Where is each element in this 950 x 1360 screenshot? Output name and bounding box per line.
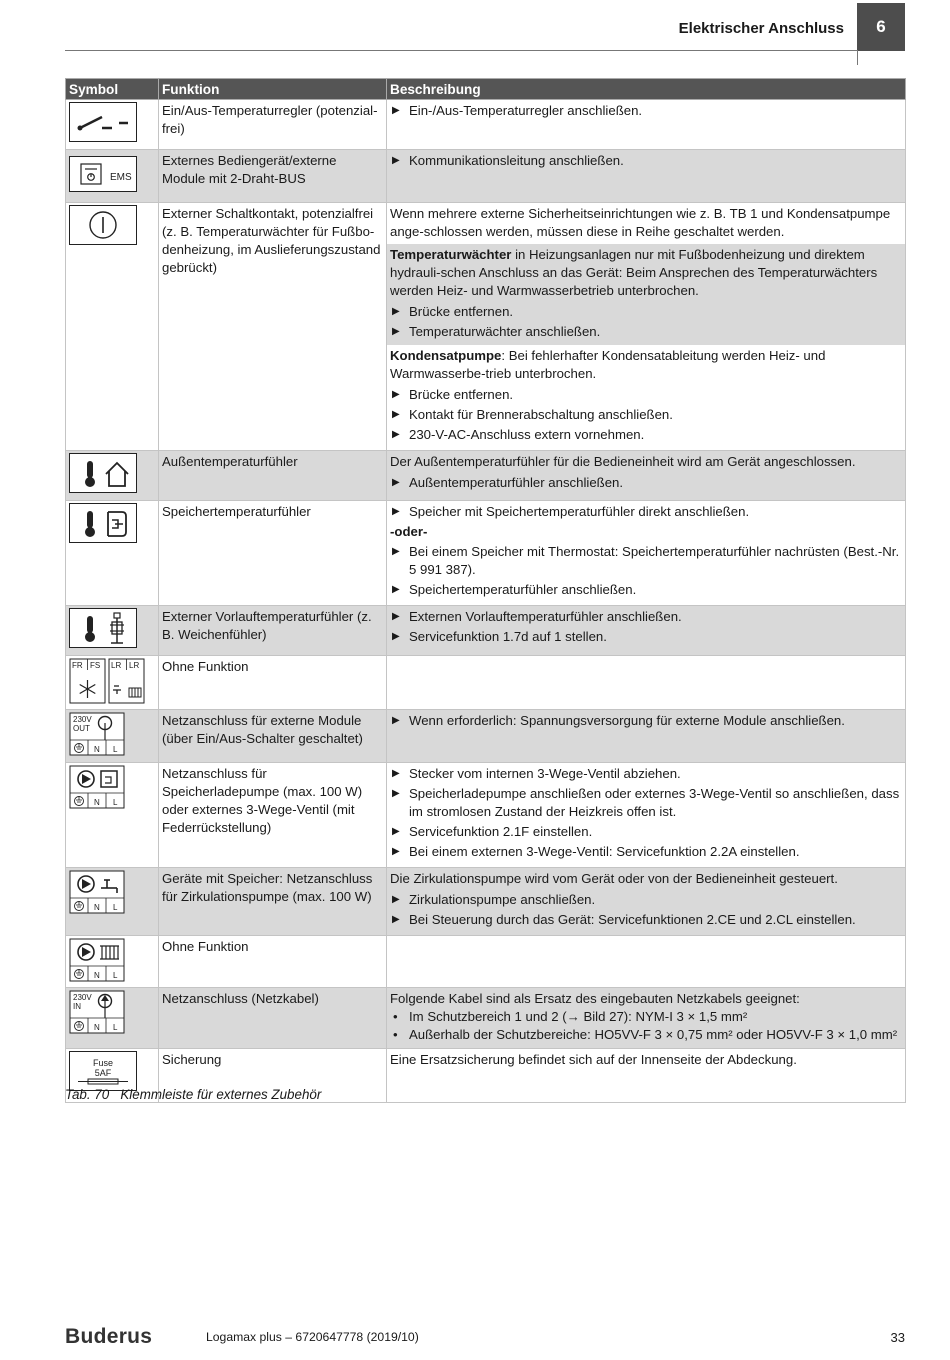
terminal-n-label: N (94, 971, 100, 980)
symbol-cell (66, 656, 159, 710)
table-row (66, 656, 906, 710)
action-item: ▶ Externen Vorlauftemperaturfühler anschließen. (390, 608, 902, 626)
symbol-cell (66, 936, 159, 988)
symbol-cell (66, 868, 159, 936)
description-text: Die Zirkulationspumpe wird vom Gerät oder von der Bedieneinheit gesteuert. (390, 871, 838, 886)
cylinder-sensor-icon (69, 503, 137, 543)
terminal-l-label: L (113, 971, 118, 980)
action-item: ▶ Speichertemperaturfühler anschließen. (390, 581, 902, 599)
header-rule (65, 50, 857, 51)
brand-logo: Buderus (65, 1325, 153, 1348)
terminal-l-label: L (113, 1023, 118, 1032)
beschreibung-cell (387, 451, 906, 501)
ems-controller-icon (69, 156, 137, 192)
beschreibung-cell (387, 763, 906, 868)
terminal-n-label: N (94, 1023, 100, 1032)
funktion-cell: Netzanschluss für Speicherladepumpe (max. 100 W) oder externes 3-Wege-Ventil (mit Federrückstellung) (159, 763, 387, 868)
beschreibung-cell (387, 606, 906, 656)
funktion-cell: Speichertemperaturfühler (159, 501, 387, 606)
chapter-number: 6 (857, 3, 905, 51)
beschreibung-cell (387, 710, 906, 763)
action-item: ▶ Stecker vom internen 3-Wege-Ventil abziehen. (390, 765, 902, 783)
description-text: Folgende Kabel sind als Ersatz des eingebauten Netzkabels geeignet: (390, 991, 800, 1006)
symbol-cell (66, 606, 159, 656)
beschreibung-cell (387, 868, 906, 936)
direction-label: IN (73, 1002, 81, 1011)
funktion-cell: Sicherung (159, 1049, 387, 1103)
beschreibung-cell (387, 100, 906, 150)
direction-label: OUT (73, 724, 90, 733)
funktion-cell: Ohne Funktion (159, 656, 387, 710)
table-row (66, 150, 906, 203)
power-in-icon (69, 990, 125, 1034)
terminal-n-label: N (94, 798, 100, 807)
table-row (66, 710, 906, 763)
bullet-item: • Außerhalb der Schutzbereiche: HO5VV-F 3 × 0,75 mm² oder HO5VV-F 3 × 1,0 mm² (390, 1026, 902, 1044)
table-row (66, 606, 906, 656)
terminal-l-label: L (113, 798, 118, 807)
description-text: Der Außentemperaturfühler für die Bedieneinheit wird am Gerät angeschlossen. (390, 454, 856, 469)
beschreibung-cell (387, 203, 906, 451)
beschreibung-cell: Eine Ersatzsicherung befindet sich auf der Innenseite der Abdeckung. (387, 1049, 906, 1103)
terminal-label: LR (129, 661, 140, 670)
action-item: ▶ Servicefunktion 2.1F einstellen. (390, 823, 902, 841)
action-item: ▶ Bei Steuerung durch das Gerät: Servicefunktionen 2.CE und 2.CL einstellen. (390, 911, 902, 929)
action-item: ▶ Zirkulationspumpe anschließen. (390, 891, 902, 909)
action-item: ▶ Temperaturwächter anschließen. (390, 323, 902, 341)
funktion-cell: Externer Schaltkontakt, potenzialfrei (z. B. Temperaturwächter für Fußbo-denheizung, im Auslieferungszustand gebrückt) (159, 203, 387, 451)
action-item: ▶ Kontakt für Brennerabschaltung anschließen. (390, 406, 902, 424)
col-header-beschreibung: Beschreibung (387, 79, 906, 100)
term-bold: Temperaturwächter (390, 247, 512, 262)
col-header-funktion: Funktion (159, 79, 387, 100)
beschreibung-cell (387, 150, 906, 203)
description-text: in Heizungsanlagen nur mit Fußbodenheizung und direktem hydrauli-schen Anschluss an das Gerät: Beim Ansprechen des Temperaturwächters werden Heiz- und Warmwasserbetrieb unterbrochen. (390, 247, 878, 298)
action-item: ▶ Kommunikationsleitung anschließen. (390, 152, 902, 170)
funktion-cell: Externes Bediengerät/externe Module mit 2-Draht-BUS (159, 150, 387, 203)
outdoor-sensor-icon (69, 453, 137, 493)
term-bold: Kondensatpumpe (390, 348, 502, 363)
symbol-cell (66, 501, 159, 606)
terminal-l-label: L (113, 745, 118, 754)
power-out-icon (69, 712, 125, 756)
frost-terminal-icon (69, 658, 145, 704)
table-row (66, 451, 906, 501)
beschreibung-cell (387, 501, 906, 606)
pump-valve-icon (69, 765, 125, 809)
action-item: ▶ Brücke entfernen. (390, 386, 902, 404)
beschreibung-cell (387, 656, 906, 710)
document-reference: Logamax plus – 6720647778 (2019/10) (206, 1330, 419, 1344)
action-item: ▶ Ein-/Aus-Temperaturregler anschließen. (390, 102, 902, 120)
description-text: : Bei fehlerhafter Kondensatableitung werden Heiz- und Warmwasserbe-trieb unterbrochen. (390, 348, 826, 381)
caption-number: Tab. 70 (65, 1087, 110, 1102)
action-item: ▶ Brücke entfernen. (390, 303, 902, 321)
table-header-row (66, 79, 906, 100)
terminal-label: FS (90, 661, 101, 670)
circulation-pump-icon (69, 870, 125, 914)
symbol-cell (66, 150, 159, 203)
action-item: ▶ Bei einem Speicher mit Thermostat: Speichertemperaturfühler nachrüsten (Best.-Nr. 5 991 387). (390, 543, 902, 579)
symbol-cell (66, 710, 159, 763)
funktion-cell: Externer Vorlauftemperaturfühler (z. B. Weichenfühler) (159, 606, 387, 656)
terminal-l-label: L (113, 903, 118, 912)
table-row (66, 203, 906, 451)
terminal-label: FR (72, 661, 83, 670)
fuse-rating: 5AF (94, 1068, 112, 1078)
page-number: 33 (890, 1330, 905, 1345)
funktion-cell: Außentemperaturfühler (159, 451, 387, 501)
symbol-cell (66, 451, 159, 501)
action-item: ▶ Außentemperaturfühler anschließen. (390, 474, 902, 492)
flow-sensor-icon (69, 608, 137, 648)
action-item: ▶ Wenn erforderlich: Spannungsversorgung für externe Module anschließen. (390, 712, 902, 730)
table-caption (65, 1087, 321, 1102)
condensate-pump-block (387, 345, 905, 448)
action-item: ▶ Speicherladepumpe anschließen oder externes 3-Wege-Ventil so anschließen, dass im stromlosen Zustand der Heizkreis offen ist. (390, 785, 902, 821)
action-item: ▶ Servicefunktion 1.7d auf 1 stellen. (390, 628, 902, 646)
or-separator: -oder- (390, 524, 428, 539)
beschreibung-cell (387, 936, 906, 988)
header-rule-tick (857, 50, 858, 65)
voltage-label: 230V (73, 993, 92, 1002)
table-row (66, 868, 906, 936)
funktion-cell: Netzanschluss für externe Module (über Ein/Aus-Schalter geschaltet) (159, 710, 387, 763)
symbol-cell (66, 203, 159, 451)
fuse-label: Fuse (92, 1058, 114, 1068)
symbol-cell (66, 763, 159, 868)
table-row (66, 100, 906, 150)
bullet-item: • Im Schutzbereich 1 und 2 (→ Bild 27): NYM-I 3 × 1,5 mm² (390, 1008, 902, 1026)
symbol-cell (66, 100, 159, 150)
action-item: ▶ Bei einem externen 3-Wege-Ventil: Servicefunktion 2.2A einstellen. (390, 843, 902, 861)
table-row (66, 763, 906, 868)
table-row (66, 501, 906, 606)
beschreibung-cell (387, 988, 906, 1049)
temperature-guard-block (387, 244, 905, 345)
description-text: Wenn mehrere externe Sicherheitseinrichtungen wie z. B. TB 1 und Kondensatpumpe ange-schlossen werden, müssen diese in Reihe geschaltet werden. (390, 206, 891, 239)
ems-label: EMS (110, 172, 132, 183)
funktion-cell: Ein/Aus-Temperaturregler (potenzial-frei) (159, 100, 387, 150)
funktion-cell: Ohne Funktion (159, 936, 387, 988)
symbol-cell (66, 988, 159, 1049)
fuse-icon (69, 1051, 137, 1091)
caption-text: Klemmleiste für externes Zubehör (120, 1087, 322, 1102)
voltage-label: 230V (73, 715, 92, 724)
safety-contact-icon (69, 205, 137, 245)
terminal-table (65, 78, 906, 1103)
heating-pump-icon (69, 938, 125, 982)
switch-symbol-icon (69, 102, 137, 142)
section-title: Elektrischer Anschluss (678, 20, 844, 37)
terminal-n-label: N (94, 745, 100, 754)
table-row (66, 936, 906, 988)
col-header-symbol: Symbol (66, 79, 159, 100)
funktion-cell: Geräte mit Speicher: Netzanschluss für Zirkulationspumpe (max. 100 W) (159, 868, 387, 936)
terminal-label: LR (111, 661, 122, 670)
funktion-cell: Netzanschluss (Netzkabel) (159, 988, 387, 1049)
table-row (66, 988, 906, 1049)
action-item: ▶ Speicher mit Speichertemperaturfühler direkt anschließen. (390, 503, 902, 521)
action-item: ▶ 230-V-AC-Anschluss extern vornehmen. (390, 426, 902, 444)
terminal-n-label: N (94, 903, 100, 912)
